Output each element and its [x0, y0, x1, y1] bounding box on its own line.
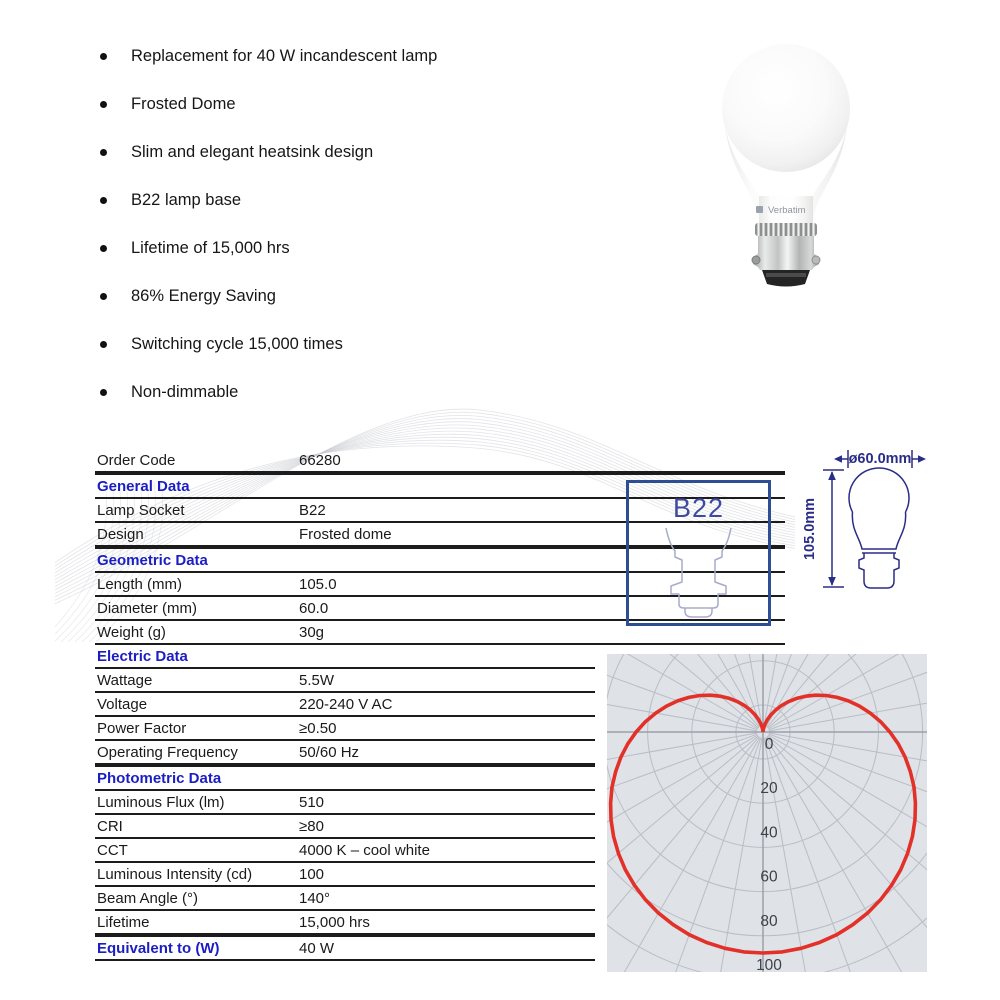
table-row	[95, 791, 595, 815]
table-row	[95, 887, 595, 911]
base-insulator	[762, 270, 810, 287]
spec-value: ≥0.50	[299, 719, 337, 737]
height-dimension-label: 105.0mm	[802, 497, 818, 561]
feature-item	[92, 176, 632, 224]
diameter-dimension-label: ø60.0mm	[848, 451, 912, 467]
table-row	[95, 911, 595, 935]
arrow-down-icon	[828, 577, 836, 586]
table-row	[95, 669, 595, 693]
feature-item	[92, 80, 632, 128]
bullet-dot-icon	[100, 245, 107, 252]
bayonet-pin-right	[812, 256, 820, 264]
spec-label: Voltage	[97, 695, 148, 713]
spec-label: Luminous Flux (lm)	[97, 793, 225, 811]
base-knurl-ring	[755, 223, 817, 236]
spec-label: Equivalent to (W)	[97, 939, 220, 957]
spec-table-lower	[95, 645, 595, 961]
spec-label: General Data	[97, 477, 190, 495]
arrow-right-icon	[918, 455, 926, 463]
feature-item	[92, 128, 632, 176]
bullet-dot-icon	[100, 149, 107, 156]
dimension-diagram	[798, 442, 934, 594]
radial-tick-label: 20	[760, 780, 778, 798]
spec-label: Luminous Intensity (cd)	[97, 865, 253, 883]
spec-label: Diameter (mm)	[97, 599, 197, 617]
spec-label: CRI	[97, 817, 123, 835]
feature-item	[92, 224, 632, 272]
spec-value: ≥80	[299, 817, 324, 835]
feature-item	[92, 32, 632, 80]
spec-label: CCT	[97, 841, 128, 859]
bullet-dot-icon	[100, 341, 107, 348]
spec-label: Order Code	[97, 451, 176, 469]
arrow-left-icon	[834, 455, 842, 463]
spec-value: 50/60 Hz	[299, 743, 360, 761]
b22-socket-outline-icon	[629, 525, 768, 620]
feature-text: Non-dimmable	[131, 382, 239, 401]
table-row	[95, 935, 595, 961]
spec-label: Lifetime	[97, 913, 150, 931]
spec-value: 66280	[299, 451, 341, 469]
spec-value: 105.0	[299, 575, 337, 593]
radial-tick-label: 0	[764, 736, 774, 753]
base-shell	[753, 236, 819, 270]
bullet-dot-icon	[100, 293, 107, 300]
feature-text: Replacement for 40 W incandescent lamp	[131, 46, 438, 65]
table-row	[95, 645, 595, 669]
bullet-dot-icon	[100, 53, 107, 60]
spec-label: Weight (g)	[97, 623, 166, 641]
table-row	[95, 765, 595, 791]
table-row	[95, 449, 785, 473]
spec-label: Photometric Data	[97, 769, 222, 787]
spec-value: 15,000 hrs	[299, 913, 370, 931]
feature-text: B22 lamp base	[131, 190, 242, 209]
spec-value: Frosted dome	[299, 525, 392, 543]
table-row	[95, 815, 595, 839]
spec-value: 220-240 V AC	[299, 695, 393, 713]
arrow-up-icon	[828, 471, 836, 480]
table-row	[95, 717, 595, 741]
product-photo	[700, 26, 880, 290]
table-row	[95, 741, 595, 765]
spec-label: Operating Frequency	[97, 743, 238, 761]
radial-tick-label: 100	[756, 957, 782, 972]
spec-label: Length (mm)	[97, 575, 183, 593]
feature-list	[92, 32, 632, 416]
b22-socket-box	[626, 480, 771, 626]
spec-label: Beam Angle (°)	[97, 889, 199, 907]
spec-value: 4000 K – cool white	[299, 841, 430, 859]
spec-value: 100	[299, 865, 325, 883]
brand-text: Verbatim	[768, 205, 806, 216]
b22-label: B22	[672, 493, 725, 523]
table-row	[95, 863, 595, 887]
spec-value: 510	[299, 793, 325, 811]
bulb-dome	[722, 44, 850, 172]
bayonet-pin-left	[752, 256, 760, 264]
spec-label: Power Factor	[97, 719, 187, 737]
feature-text: 86% Energy Saving	[131, 286, 276, 305]
feature-text: Lifetime of 15,000 hrs	[131, 238, 290, 257]
spec-value: 140°	[299, 889, 331, 907]
spec-label: Geometric Data	[97, 551, 208, 569]
spec-label: Design	[97, 525, 144, 543]
spec-label: Lamp Socket	[97, 501, 185, 519]
feature-text: Slim and elegant heatsink design	[131, 142, 374, 161]
spec-value: 30g	[299, 623, 325, 641]
feature-item	[92, 320, 632, 368]
radial-tick-label: 60	[760, 868, 778, 886]
spec-label: Electric Data	[97, 647, 188, 665]
bullet-dot-icon	[100, 101, 107, 108]
feature-text: Frosted Dome	[131, 94, 236, 113]
spec-value: 60.0	[299, 599, 329, 617]
bullet-dot-icon	[100, 197, 107, 204]
led-bulb-illustration	[700, 26, 880, 290]
radial-tick-label: 80	[760, 912, 778, 930]
spec-label: Wattage	[97, 671, 153, 689]
table-row	[95, 839, 595, 863]
feature-item	[92, 272, 632, 320]
spec-value: 40 W	[299, 939, 335, 957]
spec-value: B22	[299, 501, 326, 519]
spec-value: 5.5W	[299, 671, 335, 689]
table-row	[95, 693, 595, 717]
feature-text: Switching cycle 15,000 times	[131, 334, 343, 353]
radial-tick-label: 40	[760, 824, 778, 842]
